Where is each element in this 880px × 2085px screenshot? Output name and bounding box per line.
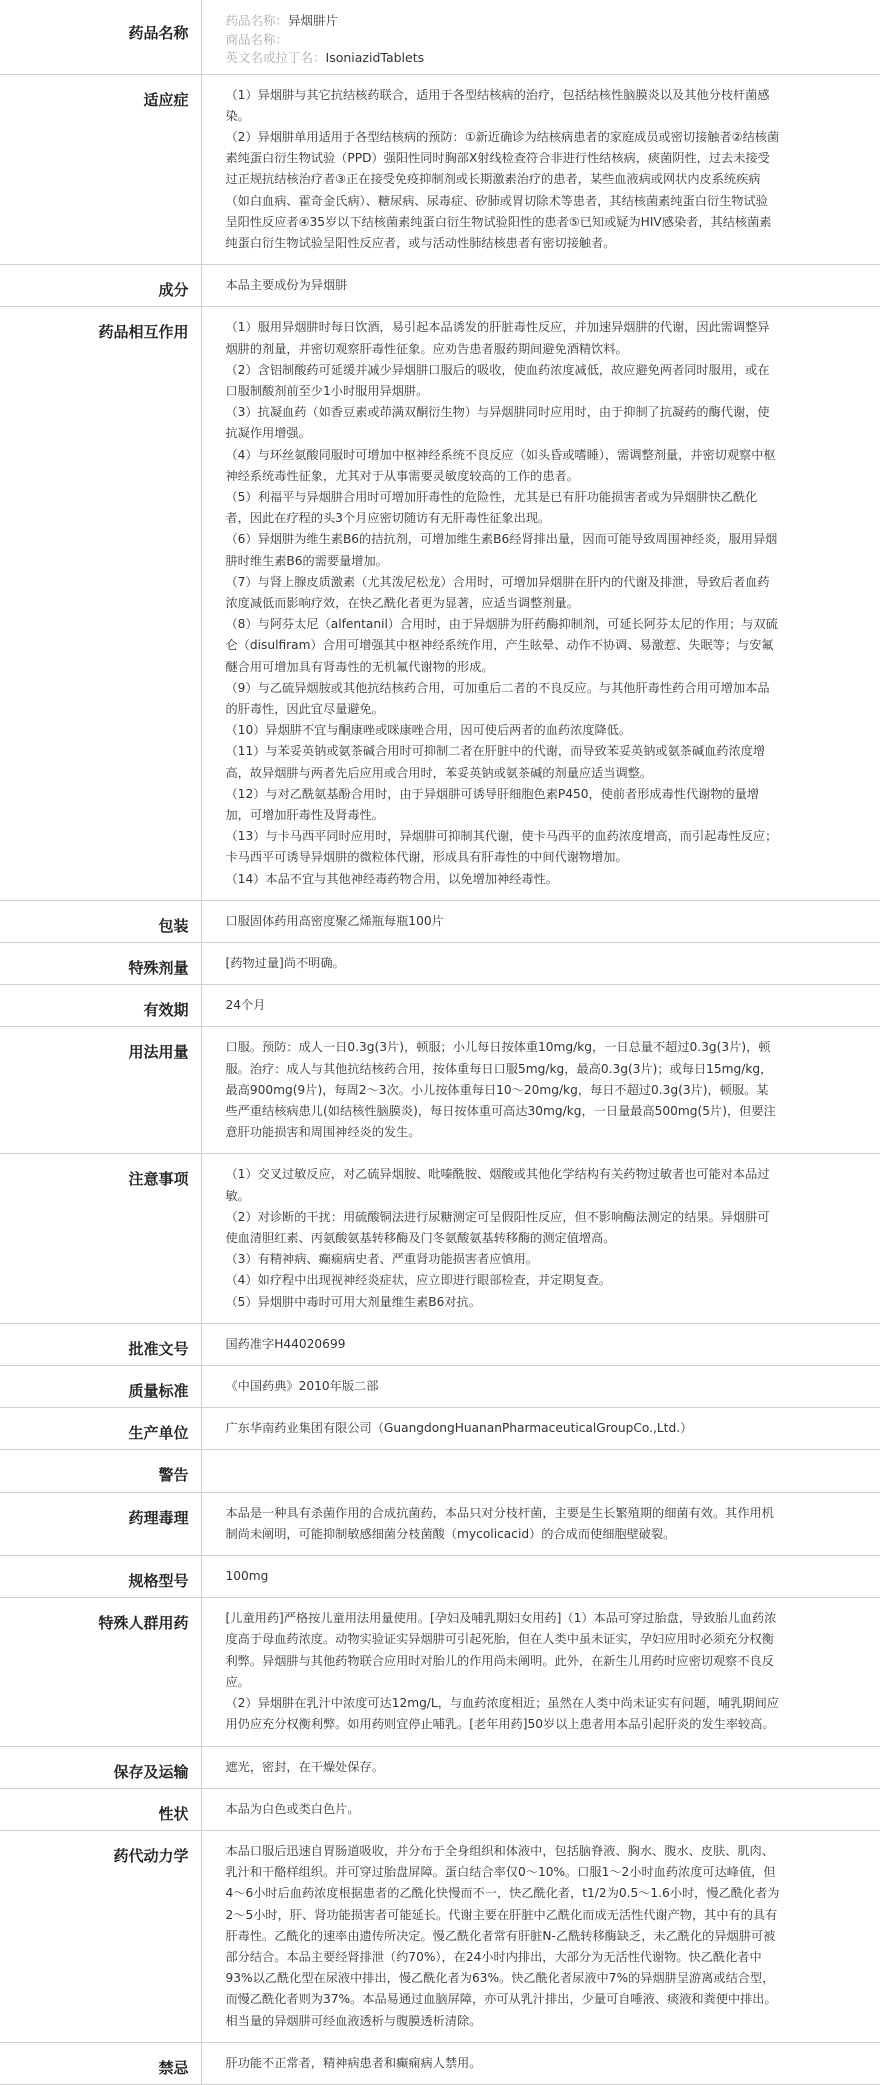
row-content [201,1366,880,1408]
row-content [201,1154,880,1323]
paragraph: [药物过量]尚不明确。 [225,956,345,971]
paragraph: （9）与乙硫异烟胺或其他抗结核药合用，可加重后二者的不良反应。与其他肝毒性药合用可增加本品的肝毒性，因此宜尽量避免。 [225,680,770,716]
paragraph: （5）利福平与异烟肼合用时可增加肝毒性的危险性，尤其是已有肝功能损害者或为异烟肼快乙酰化者，因此在疗程的头3个月应密切随访有无肝毒性征象出现。 [225,489,758,526]
paragraph: （3）抗凝血药（如香豆素或茚满双酮衍生物）与异烟肼同时应用时，由于抑制了抗凝药的酶代谢，使抗凝作用增强。 [225,405,770,441]
row-drug-name [0,0,880,74]
paragraph: 国药准字H44020699 [225,1336,346,1351]
paragraph: （1）异烟肼与其它抗结核药联合，适用于各型结核病的治疗，包括结核性脑膜炎以及其他分枝杆菌感染。 [225,87,770,123]
row-indications [0,74,880,265]
paragraph: 24个月 [225,998,266,1013]
row-label: 特殊剂量 [0,943,201,985]
paragraph: （6）异烟肼为维生素B6的拮抗剂，可增加维生素B6经肾排出量，因而可能导致周围神经炎，服用异烟肼时维生素B6的需要量增加。 [225,532,778,568]
row-label: 批准文号 [0,1323,201,1365]
row-special_groups [0,1598,880,1746]
english-name-value: IsoniazidTablets [325,50,425,65]
row-label: 适应症 [0,74,201,265]
trade-name: 商品名称： [225,31,289,47]
paragraph: [儿童用药]严格按儿童用法用量使用。[孕妇及哺乳期妇女用药]（1）本品可穿过胎盘，导致胎儿血药浓度高于母血药浓度。动物实验证实异烟肼可引起死胎，但在人类中虽未证实，孕妇应用时必须充分权衡利弊。异烟肼与其他药物联合应用时对胎儿的作用尚未阐明。此外，在新生儿用药时应密切观察不良反应。 [225,1611,777,1689]
row-label: 特殊人群用药 [0,1598,201,1746]
row-content [201,1408,880,1450]
paragraph: （1）服用异烟肼时每日饮酒，易引起本品诱发的肝脏毒性反应，并加速异烟肼的代谢，因此需调整异烟肼的剂量，并密切观察肝毒性征象。应劝告患者服药期间避免酒精饮料。 [225,320,770,356]
row-overdose [0,943,880,985]
paragraph: （5）异烟肼中毒时可用大剂量维生素B6对抗。 [225,1294,481,1309]
paragraph: （2）含铝制酸药可延缓并减少异烟肼口服后的吸收，使血药浓度减低，故应避免两者同时服用，或在口服制酸剂前至少1小时服用异烟肼。 [225,362,770,398]
row-content [201,1830,880,2042]
row-content [201,74,880,265]
row-label: 用法用量 [0,1027,201,1154]
row-content [201,1746,880,1788]
row-label: 包装 [0,900,201,942]
paragraph: 口服。预防：成人一日0.3g(3片)，顿服；小儿每日按体重10mg/kg，一日总量不超过0.3g(3片)，顿服。治疗：成人与其他抗结核药合用，按体重每日口服5mg/kg，最高0.3g(3片)；或每日15mg/kg，最高900mg(9片)，每周2～3次。小儿按体重每日10～20mg/kg，每日不超过0.3g(3片)，顿服。某些严重结核病患儿(如结核性脑膜炎)，每日按体重可高达30mg/kg，一日量最高500mg(5片)，但要注意肝功能损害和周围神经炎的发生。 [225,1040,776,1140]
paragraph: （12）与对乙酰氨基酚合用时，由于异烟肼可诱导肝细胞色素P450，使前者形成毒性代谢物的量增加，可增加肝毒性及肾毒性。 [225,786,760,822]
paragraph: （13）与卡马西平同时应用时，异烟肼可抑制其代谢，使卡马西平的血药浓度增高，而引起毒性反应；卡马西平可诱导异烟肼的微粒体代谢，形成具有肝毒性的中间代谢物增加。 [225,829,778,865]
row-label: 保存及运输 [0,1746,201,1788]
paragraph: （1）交叉过敏反应，对乙硫异烟胺、吡嗪酰胺、烟酸或其他化学结构有关药物过敏者也可能对本品过敏。 [225,1167,770,1203]
row-content [201,1598,880,1746]
row-storage [0,1746,880,1788]
row-appearance [0,1788,880,1830]
row-label: 注意事项 [0,1154,201,1323]
row-manufacturer [0,1408,880,1450]
row-warning [0,1450,880,1492]
paragraph: （14）本品不宜与其他神经毒药物合用，以免增加神经毒性。 [225,871,558,886]
paragraph: 《中国药典》2010年版二部 [225,1379,379,1394]
paragraph: （2）异烟肼单用适用于各型结核病的预防：①新近确诊为结核病患者的家庭成员或密切接触者②结核菌素纯蛋白衍生物试验（PPD）强阳性同时胸部X射线检查符合非进行性结核病，痰菌阴性，过去未接受过正规抗结核治疗者③正在接受免疫抑制剂或长期激素治疗的患者，某些血液病或网状内皮系统疾病（如白血病、霍奇金氏病）、糖尿病、尿毒症、矽肺或胃切除术等患者，其结核菌素纯蛋白衍生物试验呈阳性反应者④35岁以下结核菌素纯蛋白衍生物试验阳性的患者⑤已知或疑为HIV感染者，其结核菌素纯蛋白衍生物试验呈阳性反应者，或与活动性肺结核患者有密切接触者。 [225,129,780,250]
paragraph: 本品为白色或类白色片。 [225,1801,360,1816]
row-label: 禁忌 [0,2042,201,2084]
row-label: 有效期 [0,985,201,1027]
row-interactions [0,307,880,900]
generic-name: 药品名称：异烟肼片 [225,13,339,28]
row-label: 成分 [0,265,201,307]
row-label: 药理毒理 [0,1492,201,1555]
row-precautions [0,1154,880,1323]
row-content [201,1788,880,1830]
paragraph: （4）如疗程中出现视神经炎症状，应立即进行眼部检查，并定期复查。 [225,1273,612,1288]
paragraph: 本品是一种具有杀菌作用的合成抗菌药，本品只对分枝杆菌，主要是生长繁殖期的细菌有效。其作用机制尚未阐明，可能抑制敏感细菌分枝菌酸（mycolicacid）的合成而使细胞壁破裂。 [225,1505,774,1541]
paragraph [226,1460,781,1481]
row-label: 生产单位 [0,1408,201,1450]
paragraph: （8）与阿芬太尼（alfentanil）合用时，由于异烟肼为肝药酶抑制剂，可延长阿芬太尼的作用；与双硫仑（disulfiram）合用可增强其中枢神经系统作用，产生眩晕、动作不协调、易激惹、失眠等；与安氟醚合用可增加具有肾毒性的无机氟代谢物的形成。 [225,617,778,674]
row-label: 质量标准 [0,1366,201,1408]
row-content [201,1450,880,1492]
paragraph: 广东华南药业集团有限公司（GuangdongHuananPharmaceuticalGroupCo.,Ltd.） [225,1421,693,1436]
paragraph: 遮光，密封，在干燥处保存。 [225,1759,384,1774]
paragraph: 本品主要成份为异烟肼 [225,278,348,293]
row-pharmacokinetics [0,1830,880,2042]
paragraph: （11）与苯妥英钠或氨茶碱合用时可抑制二者在肝脏中的代谢，而导致苯妥英钠或氨茶碱血药浓度增高，故异烟肼与两者先后应用或合用时，苯妥英钠或氨茶碱的剂量应适当调整。 [225,744,766,780]
row-expiry [0,985,880,1027]
row-dosage [0,1027,880,1154]
row-standard [0,1366,880,1408]
paragraph: 口服固体药用高密度聚乙烯瓶每瓶100片 [225,913,444,928]
paragraph: （2）对诊断的干扰：用硫酸铜法进行尿糖测定可呈假阳性反应，但不影响酶法测定的结果。异烟肼可使血清胆红素、丙氨酸氨基转移酶及门冬氨酸氨基转移酶的测定值增高。 [225,1209,770,1246]
paragraph: 本品口服后迅速自胃肠道吸收，并分布于全身组织和体液中，包括脑脊液、胸水、腹水、皮肤、肌肉、乳汁和干酪样组织。并可穿过胎盘屏障。蛋白结合率仅0～10%。口服1～2小时血药浓度可达峰值，但4～6小时后血药浓度根据患者的乙酰化快慢而不一，快乙酰化者，t1/2为0.5～1.6小时，慢乙酰化者为2～5小时，肝、肾功能损害者可能延长。代谢主要在肝脏中乙酰化而成无活性代谢产物，其中有的具有肝毒性。乙酰化的速率由遗传所决定。慢乙酰化者常有肝脏N-乙酰转移酶缺乏，未乙酰化的异烟肼可被部分结合。本品主要经肾排泄（约70%），在24小时内排出，大部分为无活性代谢物。快乙酰化者中93%以乙酰化型在尿液中排出，慢乙酰化者为63%。快乙酰化者尿液中7%的异烟肼呈游离或结合型，而慢乙酰化者则为37%。本品易通过血脑屏障，亦可从乳汁排出，少量可自唾液、痰液和粪便中排出。相当量的异烟肼可经血液透析与腹膜透析清除。 [225,1843,780,2028]
row-content [201,1027,880,1154]
row-content [201,1492,880,1555]
row-content [201,985,880,1027]
english-name: 英文名或拉丁名：IsoniazidTablets [225,50,425,65]
row-label: 性状 [0,1788,201,1830]
paragraph: （7）与肾上腺皮质激素（尤其泼尼松龙）合用时，可增加异烟肼在肝内的代谢及排泄，导致后者血药浓度减低而影响疗效，在快乙酰化者更为显著，应适当调整剂量。 [225,574,770,610]
row-spec [0,1556,880,1598]
row-content [201,307,880,900]
row-content [201,2042,880,2084]
row-approval [0,1323,880,1365]
paragraph: （10）异烟肼不宜与酮康唑或咪康唑合用，因可使后两者的血药浓度降低。 [225,723,632,738]
row-content [201,265,880,307]
paragraph: 100mg [225,1569,269,1584]
row-content [201,943,880,985]
row-content [201,0,880,74]
row-pharmacology [0,1492,880,1555]
row-contraindications [0,2042,880,2084]
paragraph: （3）有精神病、癫痫病史者、严重肾功能损害者应慎用。 [225,1252,538,1267]
row-ingredients [0,265,880,307]
row-label: 药品名称 [0,0,201,74]
row-content [201,1323,880,1365]
paragraph: （4）与环丝氨酸同服时可增加中枢神经系统不良反应（如头昏或嗜睡），需调整剂量，并密切观察中枢神经系统毒性征象，尤其对于从事需要灵敏度较高的工作的患者。 [225,447,776,483]
generic-name-value: 异烟肼片 [288,13,339,28]
row-label: 警告 [0,1450,201,1492]
row-content [201,900,880,942]
row-label: 药品相互作用 [0,307,201,900]
paragraph: （2）异烟肼在乳汁中浓度可达12mg/L，与血药浓度相近；虽然在人类中尚未证实有问题，哺乳期间应用仍应充分权衡利弊。如用药则宜停止哺乳。[老年用药]50岁以上患者用本品引起肝炎的发生率较高。 [225,1696,779,1732]
row-label: 规格型号 [0,1556,201,1598]
row-package [0,900,880,942]
row-content [201,1556,880,1598]
row-label: 药代动力学 [0,1830,201,2042]
paragraph: 肝功能不正常者，精神病患者和癫痫病人禁用。 [225,2055,482,2070]
